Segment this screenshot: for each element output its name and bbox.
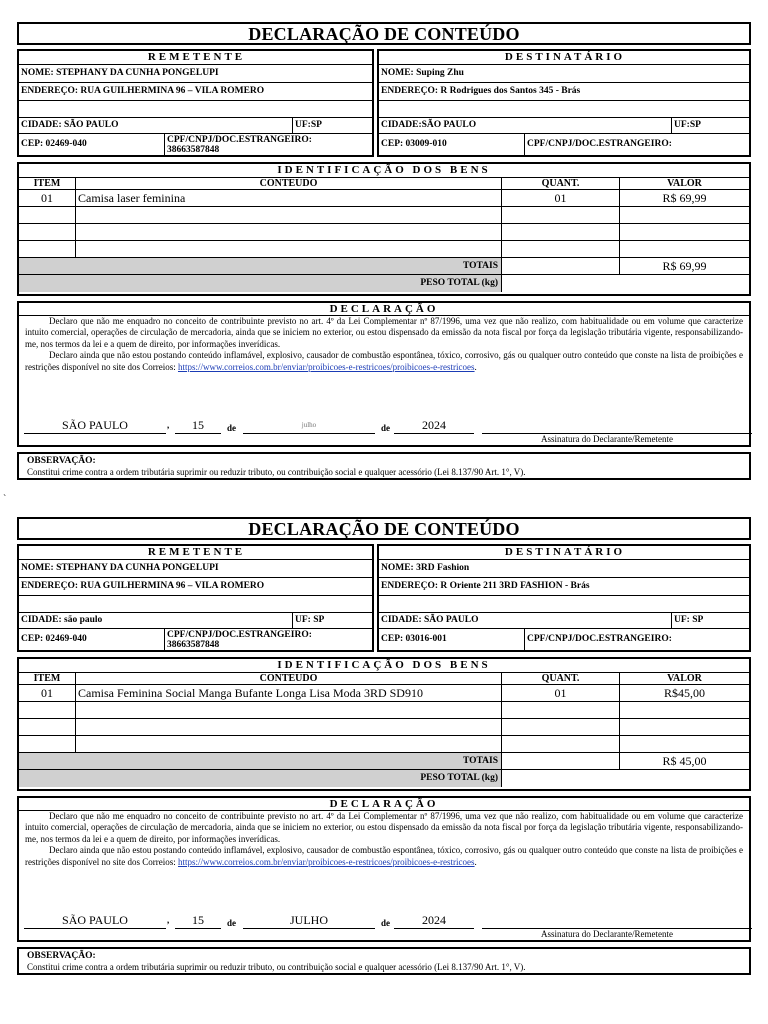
table-row <box>19 224 749 241</box>
recipient-name: NOME: 3RD Fashion <box>379 560 749 578</box>
de-label-2: de <box>381 918 390 928</box>
sender-address-line-2 <box>19 596 372 613</box>
row-content: Camisa Feminina Social Manga Bufante Longa Lisa Moda 3RD SD910 <box>75 685 501 701</box>
observation-label: OBSERVAÇÃO: <box>27 951 96 961</box>
weight-label: PESO TOTAL (kg) <box>19 275 501 292</box>
totals-label: TOTAIS <box>19 753 501 769</box>
weight-value <box>501 770 749 787</box>
row-item: 01 <box>41 686 53 700</box>
goods-table <box>17 657 751 791</box>
month-field: julho <box>243 418 375 434</box>
parties-section <box>17 544 751 652</box>
row-qty: 01 <box>501 190 619 206</box>
table-row <box>19 702 749 719</box>
recipient-cep: CEP: 03016-001 <box>381 634 447 644</box>
recipient-doc-label: CPF/CNPJ/DOC.ESTRANGEIRO: <box>524 629 672 651</box>
year-field: 2024 <box>394 418 474 434</box>
comma-separator: , <box>167 420 170 430</box>
sender-address-line-2 <box>19 101 372 118</box>
recipient-header: DESTINATÁRIO <box>379 51 749 65</box>
col-content: CONTEÚDO <box>75 178 501 189</box>
sender-doc-label: CPF/CNPJ/DOC.ESTRANGEIRO: <box>167 630 312 640</box>
sender-address: ENDEREÇO: RUA GUILHERMINA 96 – VILA ROMERO <box>19 578 372 596</box>
recipient-city-row <box>379 118 749 134</box>
observation-box <box>17 452 751 480</box>
sender-header: REMETENTE <box>19 546 372 560</box>
recipient-city: CIDADE: SÃO PAULO <box>381 615 479 625</box>
recipient-city: CIDADE:SÃO PAULO <box>381 120 477 130</box>
recipient-cep: CEP: 03009-010 <box>381 139 447 149</box>
declaration-form-1 <box>17 22 751 480</box>
sender-cep-row <box>19 629 372 651</box>
recipient-box <box>377 49 751 157</box>
table-row <box>19 190 749 207</box>
sender-city-row <box>19 118 372 134</box>
row-item: 01 <box>41 191 53 205</box>
observation-text: Constitui crime contra a ordem tributária suprimir ou reduzir tributo, ou contribuição social e qualquer acessório (Lei 8.137/90 Art. 1°, V). <box>27 961 526 972</box>
row-content: Camisa laser feminina <box>75 190 501 206</box>
sender-address: ENDEREÇO: RUA GUILHERMINA 96 – VILA ROMERO <box>19 83 372 101</box>
recipient-address: ENDEREÇO: R Rodrigues dos Santos 345 - Brás <box>379 83 749 101</box>
row-value: R$45,00 <box>619 685 749 701</box>
table-row <box>19 241 749 258</box>
place-field: SÃO PAULO <box>24 913 166 929</box>
declaration-paragraph-1: Declaro que não me enquadro no conceito de contribuinte previsto no art. 4º da Lei Complementar nº 87/1996, uma vez que não realizo, com habitualidade ou em volume que caracterize intuito comercial, operações de circulação de mercadoria, ainda que se iniciem no exterior, ou estou dispensado da emissão da nota fiscal por força da legislação tributária vigente, responsabilizando-me, nos termos da lei e a quem de direito, por informações inverídicas. <box>25 316 743 349</box>
year-field: 2024 <box>394 913 474 929</box>
table-row <box>19 685 749 702</box>
totals-row <box>19 258 749 275</box>
declaration-form-2 <box>17 517 751 975</box>
totals-value: R$ 69,99 <box>619 258 749 274</box>
correios-link[interactable]: https://www.correios.com.br/enviar/proibicoes-e-restricoes/proibicoes-e-restricoes <box>177 361 475 372</box>
sender-doc-value: 38663587848 <box>167 145 220 155</box>
declaration-paragraph-2: Declaro ainda que não estou postando conteúdo inflamável, explosivo, causador de combustão espontânea, tóxico, corrosivo, gás ou qualquer outro conteúdo que conste na lista de proibições e restrições disponível no site dos Correios: https://www.correios.com.br/enviar/proibicoes-e-restricoes/proibicoes-e-restricoes. <box>25 845 743 867</box>
row-value: R$ 69,99 <box>619 190 749 206</box>
col-item: ITEM <box>33 178 61 189</box>
declaration-paragraph-1: Declaro que não me enquadro no conceito de contribuinte previsto no art. 4º da Lei Complementar nº 87/1996, uma vez que não realizo, com habitualidade ou em volume que caracterize intuito comercial, operações de circulação de mercadoria, ainda que se iniciem no exterior, ou estou dispensado da emissão da nota fiscal por força da legislação tributária vigente, responsabilizando-me, nos termos da lei e a quem de direito, por informações inverídicas. <box>25 811 743 844</box>
sender-cep: CEP: 02469-040 <box>21 634 87 644</box>
de-label-1: de <box>227 918 236 928</box>
totals-label: TOTAIS <box>19 258 501 274</box>
de-label-1: de <box>227 423 236 433</box>
col-value: VALOR <box>619 673 749 684</box>
sender-cep-row <box>19 134 372 156</box>
col-qty: QUANT. <box>501 178 619 189</box>
col-item: ITEM <box>33 673 61 684</box>
goods-header: IDENTIFICAÇÃO DOS BENS <box>19 659 749 673</box>
sender-box <box>17 49 374 157</box>
place-field: SÃO PAULO <box>24 418 166 434</box>
sender-doc-label: CPF/CNPJ/DOC.ESTRANGEIRO: <box>167 135 312 145</box>
de-label-2: de <box>381 423 390 433</box>
signature-caption: Assinatura do Declarante/Remetente <box>541 434 673 444</box>
goods-table <box>17 162 751 296</box>
observation-label: OBSERVAÇÃO: <box>27 456 96 466</box>
form-title: DECLARAÇÃO DE CONTEÚDO <box>17 517 751 540</box>
comma-separator: , <box>167 915 170 925</box>
declaration-box <box>17 796 751 942</box>
sender-doc-value: 38663587848 <box>167 640 220 650</box>
sender-uf: UF: SP <box>292 613 324 628</box>
goods-column-headers <box>19 178 749 190</box>
signature-field <box>482 913 752 929</box>
col-value: VALOR <box>619 178 749 189</box>
form-title: DECLARAÇÃO DE CONTEÚDO <box>17 22 751 45</box>
signature-caption: Assinatura do Declarante/Remetente <box>541 929 673 939</box>
day-field: 15 <box>175 418 221 434</box>
sender-city: CIDADE: SÃO PAULO <box>21 120 119 130</box>
month-field: JULHO <box>243 913 375 929</box>
goods-column-headers <box>19 673 749 685</box>
correios-link[interactable]: https://www.correios.com.br/enviar/proibicoes-e-restricoes/proibicoes-e-restricoes <box>177 856 475 867</box>
recipient-address: ENDEREÇO: R Oriente 211 3RD FASHION - Brás <box>379 578 749 596</box>
declaration-header: DECLARAÇÃO <box>19 798 749 811</box>
recipient-uf: UF:SP <box>671 118 701 133</box>
parties-section <box>17 49 751 157</box>
recipient-uf: UF: SP <box>671 613 703 628</box>
col-qty: QUANT. <box>501 673 619 684</box>
declaration-box <box>17 301 751 447</box>
recipient-city-row <box>379 613 749 629</box>
recipient-box <box>377 544 751 652</box>
weight-value <box>501 275 749 292</box>
totals-value: R$ 45,00 <box>619 753 749 769</box>
observation-text: Constitui crime contra a ordem tributária suprimir ou reduzir tributo, ou contribuição social e qualquer acessório (Lei 8.137/90 Art. 1°, V). <box>27 466 526 477</box>
recipient-cep-row <box>379 134 749 156</box>
declaration-paragraph-2: Declaro ainda que não estou postando conteúdo inflamável, explosivo, causador de combustão espontânea, tóxico, corrosivo, gás ou qualquer outro conteúdo que conste na lista de proibições e restrições disponível no site dos Correios: https://www.correios.com.br/enviar/proibicoes-e-restricoes/proibicoes-e-restricoes. <box>25 350 743 372</box>
stray-tick-mark: ` <box>3 494 7 505</box>
recipient-header: DESTINATÁRIO <box>379 546 749 560</box>
goods-header: IDENTIFICAÇÃO DOS BENS <box>19 164 749 178</box>
recipient-doc-label: CPF/CNPJ/DOC.ESTRANGEIRO: <box>524 134 672 156</box>
sender-header: REMETENTE <box>19 51 372 65</box>
signature-field <box>482 418 752 434</box>
col-content: CONTEUDO <box>75 673 501 684</box>
weight-row <box>19 275 749 292</box>
observation-box <box>17 947 751 975</box>
weight-label: PESO TOTAL (kg) <box>19 770 501 787</box>
sender-cep: CEP: 02469-040 <box>21 139 87 149</box>
declaration-header: DECLARAÇÃO <box>19 303 749 316</box>
sender-doc <box>164 134 312 156</box>
recipient-name: NOME: Suping Zhu <box>379 65 749 83</box>
totals-row <box>19 753 749 770</box>
sender-city-row <box>19 613 372 629</box>
sender-name: NOME: STEPHANY DA CUNHA PONGELUPI <box>19 65 372 83</box>
recipient-address-line-2 <box>379 596 749 613</box>
sender-name: NOME: STEPHANY DA CUNHA PONGELUPI <box>19 560 372 578</box>
table-row <box>19 719 749 736</box>
row-qty: 01 <box>501 685 619 701</box>
table-row <box>19 736 749 753</box>
sender-box <box>17 544 374 652</box>
recipient-cep-row <box>379 629 749 651</box>
recipient-address-line-2 <box>379 101 749 118</box>
day-field: 15 <box>175 913 221 929</box>
sender-doc <box>164 629 312 651</box>
weight-row <box>19 770 749 787</box>
sender-uf: UF:SP <box>292 118 322 133</box>
table-row <box>19 207 749 224</box>
sender-city: CIDADE: são paulo <box>21 615 103 625</box>
